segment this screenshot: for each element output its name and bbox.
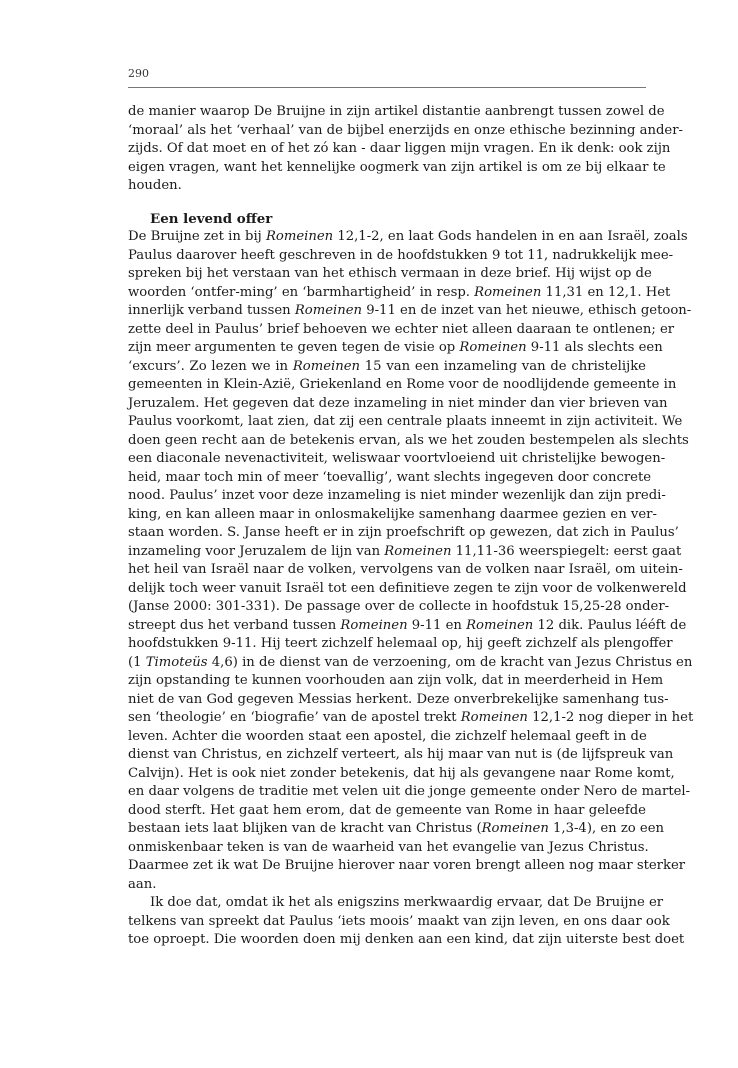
- text-line: een diaconale nevenactiviteit, weliswaar voortvloeiend uit christelijke bewogen-: [128, 451, 666, 466]
- text-line: dienst van Christus, en zichzelf verteert, als hij maar van nut is (de lijfspreuk van: [128, 747, 674, 762]
- text-line: en daar volgens de traditie met velen uit die jonge gemeente onder Nero de martel-: [128, 784, 691, 799]
- text-line: aan.: [128, 876, 157, 892]
- text-line: streept dus het verband tussen Romeinen 9-11 en Romeinen 12 dik. Paulus lééft de: [128, 617, 687, 633]
- text-line: Daarmee zet ik wat De Bruijne hierover naar voren brengt alleen nog maar sterker: [128, 858, 686, 873]
- text-line: ‘excurs’. Zo lezen we in Romeinen 15 van een inzameling van de christelijke: [128, 358, 646, 374]
- text-line: (1 Timoteüs 4,6) in de dienst van de verzoening, om de kracht van Jezus Christus en: [128, 654, 693, 670]
- text-line: zijn opstanding te kunnen voorhouden aan zijn volk, dat in meerderheid in Hem: [128, 673, 664, 688]
- text-line: leven. Achter die woorden staat een apostel, die zichzelf helemaal geeft in de: [128, 728, 647, 744]
- paragraph-1: [128, 103, 683, 196]
- text-line: niet de van God gegeven Messias herkent. Deze onverbrekelijke samenhang tus-: [128, 691, 669, 707]
- text-line: Jeruzalem. Het gegeven dat deze inzameling in niet minder dan vier brieven van: [128, 395, 668, 411]
- text-line: Calvijn). Het is ook niet zonder betekenis, dat hij als gevangene naar Rome komt,: [128, 765, 675, 781]
- text-line: dood sterft. Het gaat hem erom, dat de gemeente van Rome in haar geleefde: [128, 802, 646, 818]
- text-line: zette deel in Paulus’ brief behoeven we echter niet alleen daaraan te ontlenen; er: [128, 321, 675, 337]
- text-line: innerlijk verband tussen Romeinen 9-11 en de inzet van het nieuwe, ethisch getoon-: [128, 303, 692, 318]
- text-line: zijds. Of dat moet en of het zó kan - daar liggen mijn vragen. En ik denk: ook zijn: [128, 141, 671, 156]
- text-line: Paulus daarover heeft geschreven in de hoofdstukken 9 tot 11, nadrukkelijk mee-: [128, 247, 674, 263]
- text-line: doen geen recht aan de betekenis ervan, als we het zouden bestempelen als slechts: [128, 432, 689, 448]
- text-line: (Janse 2000: 301-331). De passage over de collecte in hoofdstuk 15,25-28 onder-: [128, 599, 670, 614]
- text-line: bestaan iets laat blijken van de kracht van Christus (Romeinen 1,3-4), en zo een: [128, 821, 665, 836]
- text-line: het heil van Israël naar de volken, vervolgens van de volken naar Israël, om uitein-: [128, 562, 683, 577]
- page-number: 290: [128, 67, 149, 80]
- paragraph-2: [128, 228, 694, 894]
- text-line: heid, maar toch min of meer ‘toevallig’, want slechts ingegeven door concrete: [128, 469, 652, 485]
- text-line: telkens van spreekt dat Paulus ‘iets moois’ maakt van zijn leven, en ons daar ook: [128, 913, 670, 929]
- text-line: zijn meer argumenten te geven tegen de visie op Romeinen 9-11 als slechts een: [128, 340, 663, 355]
- section-heading: Een levend offer: [150, 210, 273, 227]
- text-line: houden.: [128, 178, 182, 193]
- body-text: [128, 103, 694, 950]
- text-line: woorden ‘ontfer-ming’ en ‘barmhartigheid’ in resp. Romeinen 11,31 en 12,1. Het: [128, 284, 671, 300]
- paragraph-3: [128, 894, 685, 950]
- text-line: De Bruijne zet in bij Romeinen 12,1-2, en laat Gods handelen in en aan Israël, zoals: [128, 229, 688, 244]
- text-line: eigen vragen, want het kennelijke oogmerk van zijn artikel is om ze bij elkaar te: [128, 159, 666, 175]
- text-line: gemeenten in Klein-Azië, Griekenland en Rome voor de noodlijdende gemeente in: [128, 377, 677, 392]
- text-line: Ik doe dat, omdat ik het als enigszins merkwaardig ervaar, dat De Bruijne er: [150, 895, 664, 910]
- text-line: king, en kan alleen maar in onlosmakelijke samenhang daarmee gezien en ver-: [128, 506, 657, 522]
- text-line: ‘moraal’ als het ‘verhaal’ van de bijbel enerzijds en onze ethische bezinning ander-: [128, 122, 683, 138]
- text-line: delijk toch weer vanuit Israël tot een definitieve zegen te zijn voor de volkenwereld: [128, 580, 687, 596]
- text-line: Paulus voorkomt, laat zien, dat zij een centrale plaats inneemt in zijn activiteit. We: [128, 414, 683, 429]
- text-line: hoofdstukken 9-11. Hij teert zichzelf helemaal op, hij geeft zichzelf als plengoffer: [128, 636, 673, 651]
- text-line: inzameling voor Jeruzalem de lijn van Romeinen 11,11-36 weerspiegelt: eerst gaat: [128, 543, 682, 559]
- section-gap: [128, 196, 646, 210]
- text-line: onmiskenbaar teken is van de waarheid van het evangelie van Jezus Christus.: [128, 839, 649, 855]
- text-line: toe oproept. Die woorden doen mij denken aan een kind, dat zijn uiterste best doet: [128, 932, 685, 947]
- text-line: sen ‘theologie’ en ‘biografie’ van de apostel trekt Romeinen 12,1-2 nog dieper in het: [128, 710, 694, 725]
- running-header: [128, 62, 646, 88]
- text-line: de manier waarop De Bruijne in zijn artikel distantie aanbrengt tussen zowel de: [128, 104, 665, 119]
- text-line: spreken bij het verstaan van het ethisch vermaan in deze brief. Hij wijst op de: [128, 266, 652, 281]
- text-line: nood. Paulus’ inzet voor deze inzameling is niet minder wezenlijk dan zijn predi-: [128, 488, 666, 503]
- text-line: staan worden. S. Janse heeft er in zijn proefschrift op gewezen, dat zich in Paulus’: [128, 525, 679, 540]
